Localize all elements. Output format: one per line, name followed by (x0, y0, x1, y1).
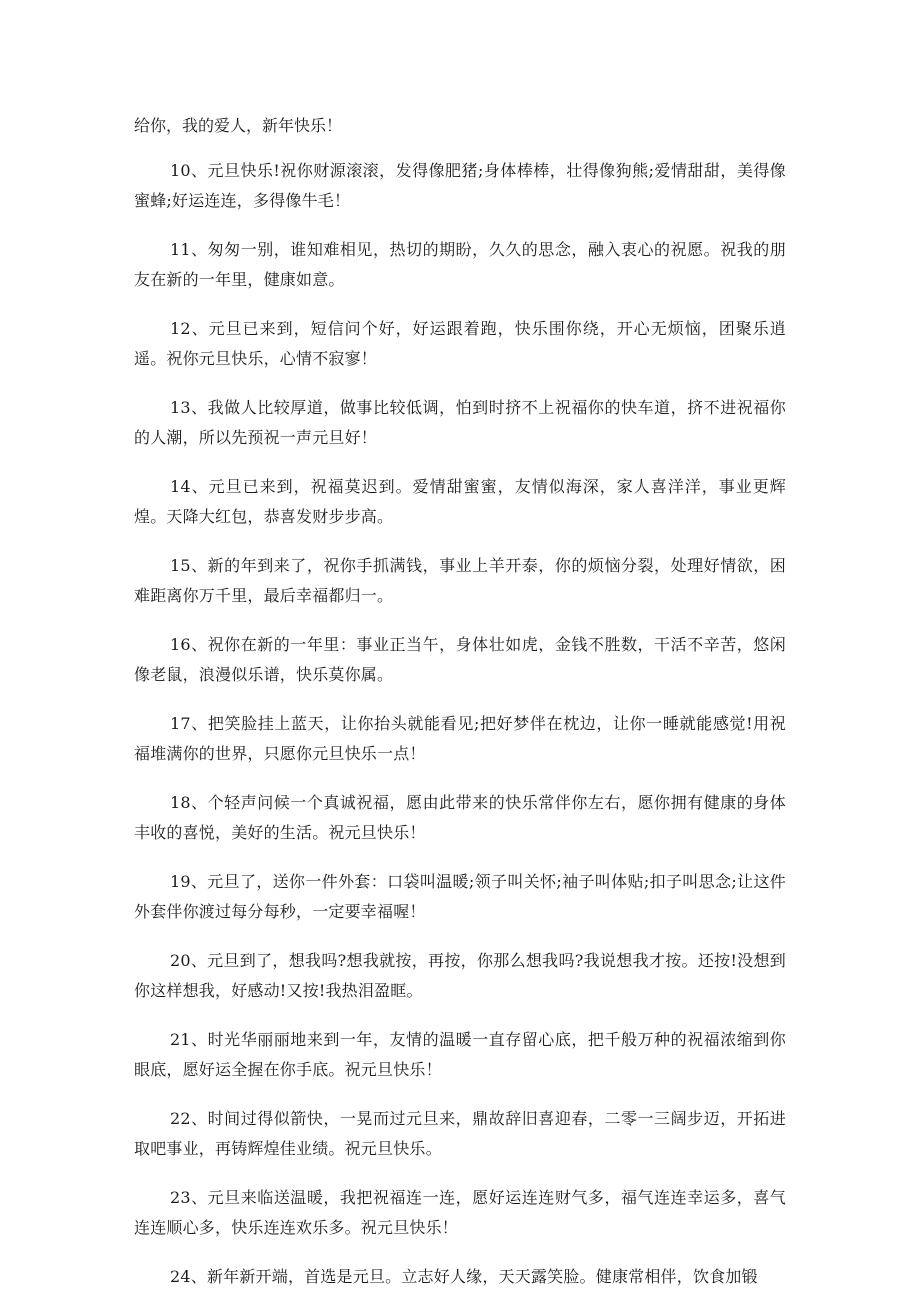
list-item: 11、匆匆一别，谁知难相见，热切的期盼，久久的思念，融入衷心的祝愿。祝我的朋友在新的一年里，健康如意。 (134, 240, 786, 289)
list-item: 23、元旦来临送温暖，我把祝福连一连，愿好运连连财气多，福气连连幸运多，喜气连连顺心多，快乐连连欢乐多。祝元旦快乐！ (134, 1188, 786, 1237)
list-item: 20、元旦到了，想我吗?想我就按，再按，你那么想我吗?我说想我才按。还按!没想到你这样想我，好感动!又按!我热泪盈眶。 (134, 951, 786, 1000)
list-item: 19、元旦了，送你一件外套：口袋叫温暖;领子叫关怀;袖子叫体贴;扣子叫思念;让这件外套伴你渡过每分每秒，一定要幸福喔！ (134, 872, 786, 921)
list-item: 12、元旦已来到，短信问个好，好运跟着跑，快乐围你绕，开心无烦恼，团聚乐逍遥。祝你元旦快乐，心情不寂寥！ (134, 319, 786, 368)
list-item: 10、元旦快乐!祝你财源滚滚，发得像肥猪;身体棒棒，壮得像狗熊;爱情甜甜，美得像蜜蜂;好运连连，多得像牛毛！ (134, 161, 786, 210)
list-item: 16、祝你在新的一年里：事业正当午，身体壮如虎，金钱不胜数，干活不辛苦，悠闲像老鼠，浪漫似乐谱，快乐莫你属。 (134, 635, 786, 684)
list-item: 22、时间过得似箭快，一晃而过元旦来，鼎故辞旧喜迎春，二零一三阔步迈，开拓进取吧事业，再铸辉煌佳业绩。祝元旦快乐。 (134, 1109, 786, 1158)
list-item: 14、元旦已来到，祝福莫迟到。爱情甜蜜蜜，友情似海深，家人喜洋洋，事业更辉煌。天降大红包，恭喜发财步步高。 (134, 477, 786, 526)
intro-line: 给你，我的爱人，新年快乐！ (134, 116, 343, 135)
list-item: 13、我做人比较厚道，做事比较低调，怕到时挤不上祝福你的快车道，挤不进祝福你的人潮，所以先预祝一声元旦好！ (134, 398, 786, 447)
list-item: 15、新的年到来了，祝你手抓满钱，事业上羊开泰，你的烦恼分裂，处理好情欲，困难距离你万千里，最后幸福都归一。 (134, 556, 786, 605)
list-item: 24、新年新开端，首选是元旦。立志好人缘，天天露笑脸。健康常相伴，饮食加锻 (170, 1267, 758, 1286)
list-item: 21、时光华丽丽地来到一年，友情的温暖一直存留心底，把千般万种的祝福浓缩到你眼底，愿好运全握在你手底。祝元旦快乐！ (134, 1030, 786, 1079)
list-item: 17、把笑脸挂上蓝天，让你抬头就能看见;把好梦伴在枕边，让你一睡就能感觉!用祝福堆满你的世界，只愿你元旦快乐一点！ (134, 714, 786, 763)
greeting-list (134, 156, 786, 1311)
list-item: 18、个轻声问候一个真诚祝福，愿由此带来的快乐常伴你左右，愿你拥有健康的身体丰收的喜悦，美好的生活。祝元旦快乐！ (134, 793, 786, 842)
